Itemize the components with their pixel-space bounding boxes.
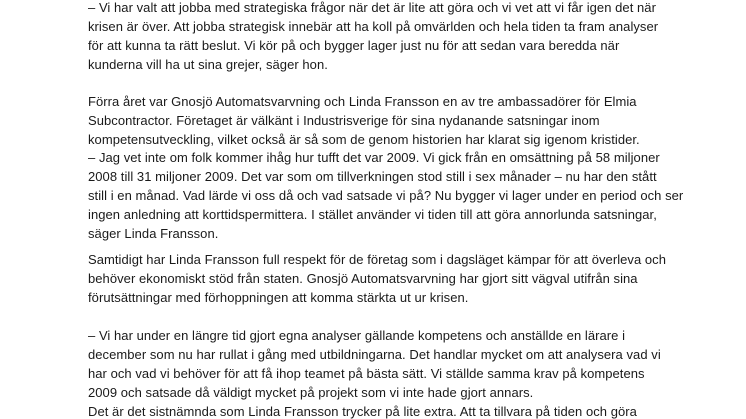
text-line: förutsättningar med förhoppningen att komma stärkta ut ur krisen. xyxy=(88,290,469,305)
text-line: kompetensutveckling, vilket också är så som de genom historien har klarat sig igenom kristider. xyxy=(88,132,640,147)
text-line: har och vad vi behöver för att få ihop teamet på bästa sätt. Vi ställde samma krav på kompetens xyxy=(88,366,645,381)
text-line: kunderna vill ha ut sina grejer, säger hon. xyxy=(88,57,328,72)
text-line: 2009 och satsade då väldigt mycket på projekt som vi inte hade gjort annars. xyxy=(88,385,534,400)
paragraph xyxy=(88,148,728,243)
paragraph xyxy=(88,92,728,149)
text-line: – Vi har under en längre tid gjort egna analyser gällande kompetens och anställde en lärare i xyxy=(88,328,626,343)
text-line: säger Linda Fransson. xyxy=(88,226,219,241)
paragraph xyxy=(88,0,728,74)
paragraph xyxy=(88,250,728,307)
text-line: 2008 till 31 miljoner 2009. Det var som om tillverkningen stod still i sex månader – nu har den stått xyxy=(88,169,657,184)
text-line: Samtidigt har Linda Fransson full respekt för de företag som i dagsläget kämpar för att överleva och xyxy=(88,252,667,267)
text-line: Förra året var Gnosjö Automatsvarvning och Linda Fransson en av tre ambassadörer för Elmia xyxy=(88,94,637,109)
text-line: Subcontractor. Företaget är välkänt i Industrisverige för sina nydanande satsningar inom xyxy=(88,113,600,128)
paragraph xyxy=(88,402,728,419)
text-line: december som nu har rullat i gång med utbildningarna. Det handlar mycket om att analysera vad vi xyxy=(88,347,661,362)
text-line: – Vi har valt att jobba med strategiska frågor när det är lite att göra och vi vet att vi får igen det när xyxy=(88,0,656,15)
text-line: still i en månad. Vad lärde vi oss då och vad satsade vi på? Nu bygger vi lager under en period och ser xyxy=(88,188,684,203)
paragraph xyxy=(88,326,728,402)
text-line: krisen är över. Att jobba strategisk innebär att ha koll på omvärlden och hela tiden ta fram analyser xyxy=(88,19,659,34)
text-line: för att kunna ta rätt beslut. Vi kör på och bygger lager just nu för att sedan vara beredda när xyxy=(88,38,620,53)
text-line: – Jag vet inte om folk kommer ihåg hur tufft det var 2009. Vi gick från en omsättning på 58 miljoner xyxy=(88,150,660,165)
text-line: behöver ekonomiskt stöd från staten. Gnosjö Automatsvarvning har gjort sitt vägval utifrån sina xyxy=(88,271,638,286)
text-line: ingen anledning att korttidspermittera. I stället använder vi tiden till att göra annorlunda satsningar, xyxy=(88,207,657,222)
text-line: Det är det sistnämnda som Linda Fransson trycker på lite extra. Att ta tillvara på tiden och göra xyxy=(88,404,637,419)
